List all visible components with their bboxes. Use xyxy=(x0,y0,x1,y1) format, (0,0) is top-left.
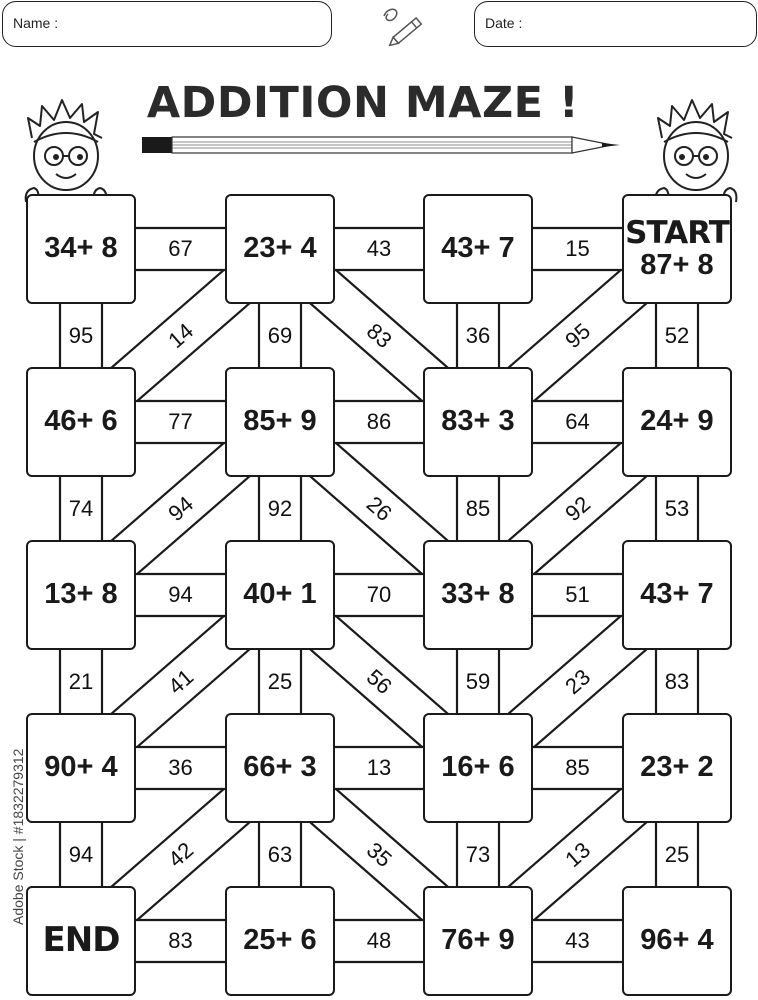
horizontal-path-label: 64 xyxy=(565,409,590,434)
maze-box[interactable] xyxy=(622,886,732,996)
maze-box[interactable] xyxy=(622,367,732,477)
diagonal-path-label: 95 xyxy=(559,317,595,353)
addition-problem: 16+ 6 xyxy=(441,751,515,784)
diagonal-path-label: 23 xyxy=(559,663,595,699)
horizontal-path-label: 70 xyxy=(366,582,392,607)
addition-problem: 13+ 8 xyxy=(44,578,118,611)
maze-start-box[interactable] xyxy=(622,194,732,304)
addition-problem: 96+ 4 xyxy=(640,924,714,957)
maze-box[interactable] xyxy=(26,194,136,304)
vertical-path-label: 73 xyxy=(465,841,491,867)
addition-problem: 83+ 3 xyxy=(441,405,515,438)
addition-problem: 40+ 1 xyxy=(243,578,317,611)
horizontal-path-label: 77 xyxy=(168,409,193,434)
maze-box[interactable] xyxy=(225,367,335,477)
addition-problem: 90+ 4 xyxy=(44,751,118,784)
vertical-path-label: 95 xyxy=(68,322,94,348)
diagonal-path-label: 14 xyxy=(162,317,198,353)
addition-problem: 66+ 3 xyxy=(243,751,317,784)
maze-box[interactable] xyxy=(26,540,136,650)
vertical-path-label: 59 xyxy=(465,668,491,694)
diagonal-path-label: 94 xyxy=(162,490,198,526)
addition-problem: 24+ 9 xyxy=(640,405,714,438)
vertical-path-label: 25 xyxy=(267,668,293,694)
addition-problem: 85+ 9 xyxy=(243,405,317,438)
vertical-path-label: 69 xyxy=(267,322,293,348)
diagonal-path-label: 35 xyxy=(361,836,397,872)
maze-box[interactable] xyxy=(225,540,335,650)
addition-problem: 25+ 6 xyxy=(243,924,317,957)
maze-box[interactable] xyxy=(423,540,533,650)
addition-problem: 46+ 6 xyxy=(44,405,118,438)
maze-box[interactable] xyxy=(26,713,136,823)
maze-box[interactable] xyxy=(423,367,533,477)
diagonal-path-label: 26 xyxy=(361,490,397,526)
addition-problem: 87+ 8 xyxy=(640,249,714,282)
start-label: START xyxy=(625,215,729,251)
maze-box[interactable] xyxy=(423,886,533,996)
addition-problem: 33+ 8 xyxy=(441,578,515,611)
addition-problem: 23+ 4 xyxy=(243,232,317,265)
horizontal-path-label: 48 xyxy=(366,928,392,953)
diagonal-path-label: 56 xyxy=(361,663,397,699)
diagonal-path-label: 92 xyxy=(559,490,595,526)
page-title: ADDITION MAZE ! xyxy=(146,78,580,128)
maze-box[interactable] xyxy=(225,713,335,823)
vertical-path-label: 92 xyxy=(267,495,293,521)
end-label: END xyxy=(42,920,120,961)
vertical-path-label: 85 xyxy=(465,495,491,521)
vertical-path-label: 94 xyxy=(68,841,94,867)
maze-box[interactable] xyxy=(225,194,335,304)
vertical-path-label: 52 xyxy=(664,322,690,348)
horizontal-path-label: 43 xyxy=(565,928,590,953)
maze-box[interactable] xyxy=(423,194,533,304)
addition-problem: 23+ 2 xyxy=(640,751,714,784)
diagonal-path-label: 41 xyxy=(162,663,198,699)
diagonal-path-label: 42 xyxy=(162,836,198,872)
vertical-path-label: 53 xyxy=(664,495,690,521)
horizontal-path-label: 36 xyxy=(168,755,193,780)
maze-end-box[interactable] xyxy=(26,886,136,996)
maze-box[interactable] xyxy=(26,367,136,477)
addition-problem: 43+ 7 xyxy=(441,232,515,265)
horizontal-path-label: 51 xyxy=(565,582,590,607)
vertical-path-label: 36 xyxy=(465,322,491,348)
diagonal-path-label: 83 xyxy=(361,317,397,353)
watermark: Adobe Stock | #1832279312 xyxy=(10,748,26,925)
maze-box[interactable] xyxy=(622,713,732,823)
horizontal-path-label: 15 xyxy=(565,236,590,261)
addition-problem: 43+ 7 xyxy=(640,578,714,611)
horizontal-path-label: 83 xyxy=(168,928,193,953)
date-label: Date : xyxy=(485,15,523,31)
horizontal-path-label: 86 xyxy=(366,409,392,434)
addition-problem: 34+ 8 xyxy=(44,232,118,265)
vertical-path-label: 74 xyxy=(68,495,94,521)
maze-box[interactable] xyxy=(225,886,335,996)
diagonal-path-label: 13 xyxy=(559,836,595,872)
maze-box[interactable] xyxy=(423,713,533,823)
addition-problem: 76+ 9 xyxy=(441,924,515,957)
horizontal-path-label: 13 xyxy=(366,755,392,780)
vertical-path-label: 25 xyxy=(664,841,690,867)
vertical-path-label: 21 xyxy=(68,668,94,694)
horizontal-path-label: 94 xyxy=(168,582,193,607)
maze-box[interactable] xyxy=(622,540,732,650)
vertical-path-label: 83 xyxy=(664,668,690,694)
horizontal-path-label: 67 xyxy=(168,236,193,261)
vertical-path-label: 63 xyxy=(267,841,293,867)
horizontal-path-label: 43 xyxy=(366,236,392,261)
name-label: Name : xyxy=(13,15,59,31)
horizontal-path-label: 85 xyxy=(565,755,590,780)
